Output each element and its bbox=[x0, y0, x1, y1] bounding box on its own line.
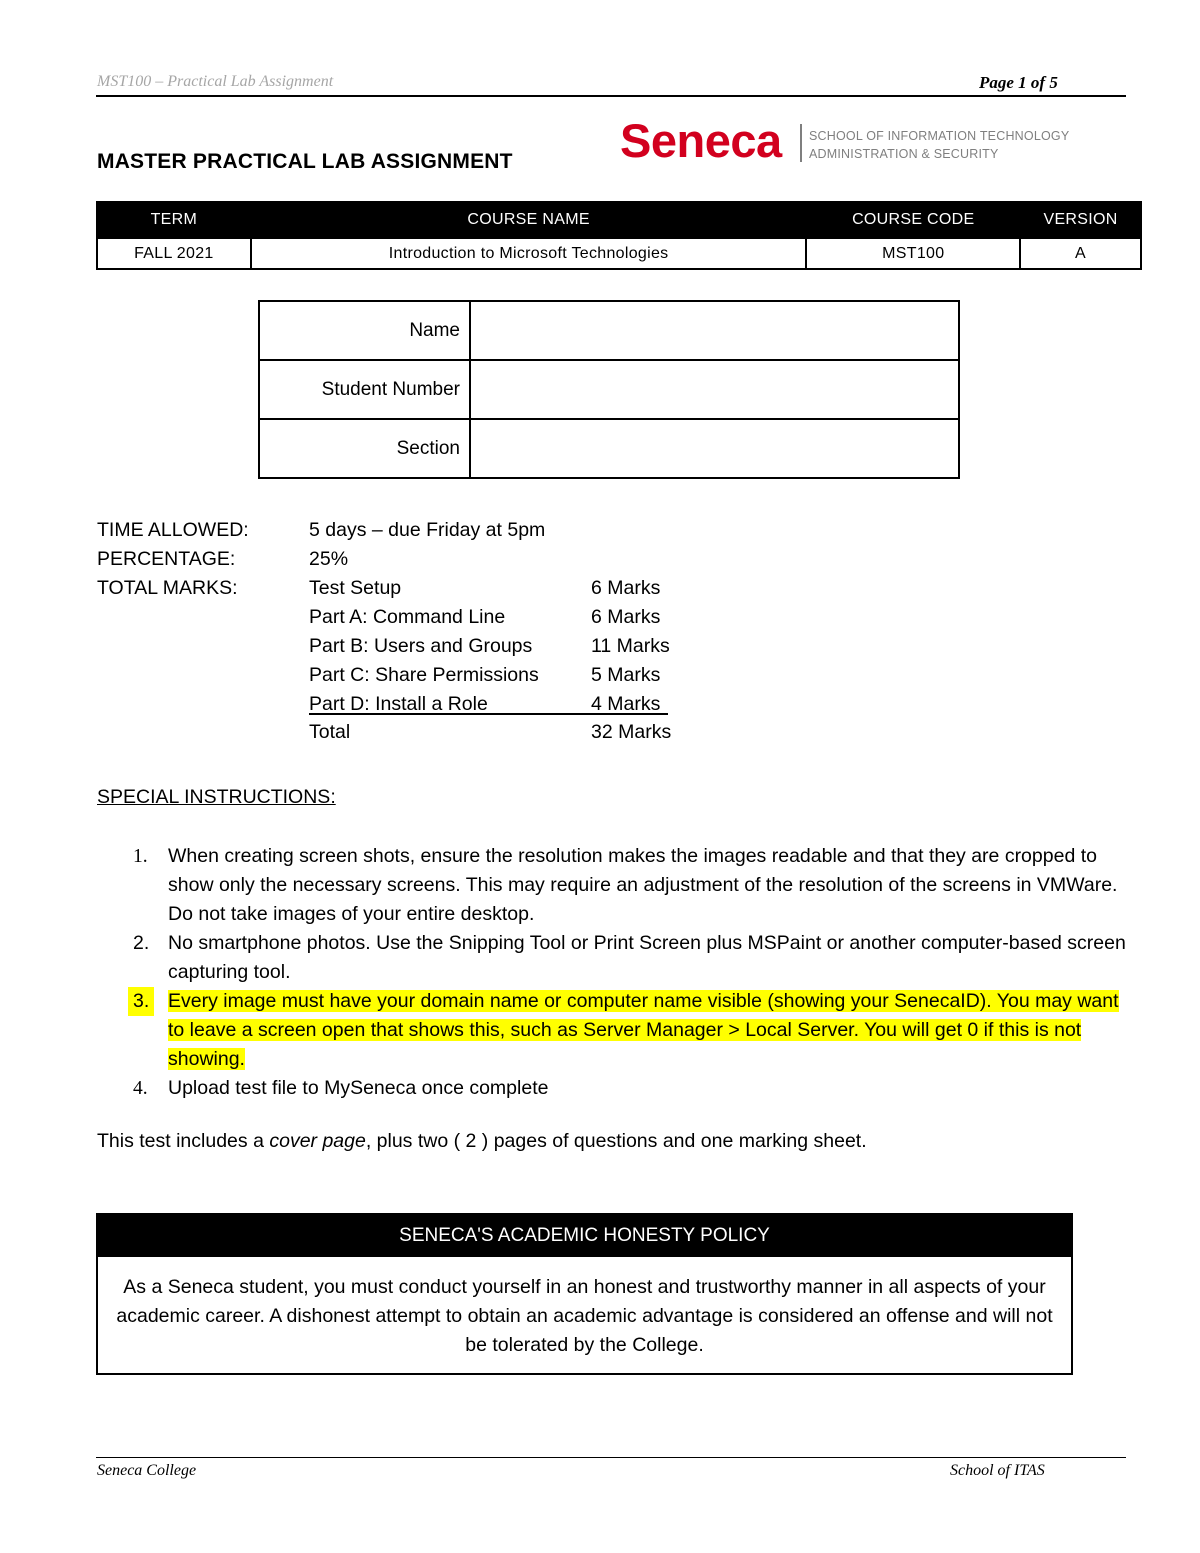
marks-value: 6 Marks bbox=[591, 577, 661, 599]
marks-part: Part C: Share Permissions bbox=[309, 664, 539, 686]
honesty-policy-heading: SENECA'S ACADEMIC HONESTY POLICY bbox=[98, 1215, 1071, 1257]
instruction-text: Upload test file to MySeneca once complete bbox=[168, 1077, 549, 1099]
logo-subtitle bbox=[809, 127, 1069, 163]
honesty-policy-box bbox=[96, 1213, 1073, 1375]
logo-divider bbox=[800, 124, 802, 162]
logo-subtitle-line2: ADMINISTRATION & SECURITY bbox=[809, 147, 999, 161]
special-instructions-list bbox=[97, 842, 1127, 1103]
version-value: A bbox=[1020, 238, 1141, 269]
instruction-text-highlighted: Every image must have your domain name or computer name visible (showing your SenecaID). You may want to leave a screen open that shows this, such as Server Manager > Local Server. You will get 0 if this is not showing. bbox=[168, 990, 1119, 1070]
section-label: Section bbox=[259, 419, 470, 478]
student-row-name bbox=[259, 301, 959, 360]
header-rule bbox=[96, 95, 1126, 97]
student-row-number bbox=[259, 360, 959, 419]
marks-value: 11 Marks bbox=[591, 635, 670, 657]
special-instructions-heading: SPECIAL INSTRUCTIONS: bbox=[97, 786, 336, 808]
marks-value: 5 Marks bbox=[591, 664, 661, 686]
cover-note-after: , plus two ( 2 ) pages of questions and one marking sheet. bbox=[365, 1130, 867, 1152]
seneca-logo: Seneca bbox=[620, 114, 782, 167]
instruction-text: No smartphone photos. Use the Snipping Tool or Print Screen plus MSPaint or another computer-based screen capturing tool. bbox=[168, 932, 1126, 983]
marks-part: Part A: Command Line bbox=[309, 606, 506, 628]
marks-value: 4 Marks bbox=[591, 693, 661, 715]
list-number: 4. bbox=[133, 1078, 148, 1099]
time-allowed-value: 5 days – due Friday at 5pm bbox=[309, 519, 546, 541]
section-field[interactable] bbox=[470, 419, 959, 478]
marks-part: Part B: Users and Groups bbox=[309, 635, 533, 657]
col-version: VERSION bbox=[1020, 202, 1141, 238]
footer-rule bbox=[96, 1457, 1126, 1458]
course-table-header bbox=[97, 202, 1141, 238]
footer-left-text: Seneca College bbox=[97, 1462, 197, 1479]
list-number: 1. bbox=[133, 846, 148, 867]
student-number-label: Student Number bbox=[259, 360, 470, 419]
name-label: Name bbox=[259, 301, 470, 360]
course-table bbox=[96, 201, 1142, 270]
course-table-row bbox=[97, 238, 1141, 269]
marks-total-label: Total bbox=[309, 721, 351, 743]
course-code-value: MST100 bbox=[806, 238, 1020, 269]
marks-value: 6 Marks bbox=[591, 606, 661, 628]
list-number: 3. bbox=[128, 987, 154, 1016]
footer-right-text: School of ITAS bbox=[950, 1462, 1045, 1479]
page-number: Page 1 of 5 bbox=[979, 73, 1058, 92]
instruction-text: When creating screen shots, ensure the resolution makes the images readable and that they are cropped to show only the necessary screens. This may require an adjustment of the resolution of the screens in VMWare. Do not take images of your entire desktop. bbox=[168, 845, 1118, 925]
document-title: MASTER PRACTICAL LAB ASSIGNMENT bbox=[97, 150, 513, 173]
student-row-section bbox=[259, 419, 959, 478]
col-course-name: COURSE NAME bbox=[251, 202, 807, 238]
percentage-label: PERCENTAGE: bbox=[97, 548, 236, 570]
marks-total-rule bbox=[309, 713, 668, 715]
marks-total-value: 32 Marks bbox=[591, 721, 672, 743]
marks-part: Test Setup bbox=[309, 577, 402, 599]
list-item bbox=[97, 1074, 1127, 1103]
col-course-code: COURSE CODE bbox=[806, 202, 1020, 238]
marks-part: Part D: Install a Role bbox=[309, 693, 488, 715]
header-left-text: MST100 – Practical Lab Assignment bbox=[97, 73, 334, 90]
course-name-value: Introduction to Microsoft Technologies bbox=[251, 238, 807, 269]
list-number: 2. bbox=[133, 932, 150, 954]
percentage-value: 25% bbox=[309, 548, 349, 570]
time-allowed-label: TIME ALLOWED: bbox=[97, 519, 249, 541]
list-item-highlighted bbox=[97, 987, 1127, 1074]
student-info-table bbox=[258, 300, 960, 479]
student-number-field[interactable] bbox=[470, 360, 959, 419]
cover-note-before: This test includes a bbox=[97, 1130, 270, 1152]
col-term: TERM bbox=[97, 202, 251, 238]
list-item bbox=[97, 842, 1127, 929]
logo-subtitle-line1: SCHOOL OF INFORMATION TECHNOLOGY bbox=[809, 129, 1070, 143]
term-value: FALL 2021 bbox=[97, 238, 251, 269]
cover-note-italic: cover page bbox=[269, 1130, 366, 1152]
list-item bbox=[97, 929, 1127, 987]
total-marks-label: TOTAL MARKS: bbox=[97, 577, 238, 599]
name-field[interactable] bbox=[470, 301, 959, 360]
honesty-policy-body: As a Seneca student, you must conduct yourself in an honest and trustworthy manner in all aspects of your academic career. A dishonest attempt to obtain an academic advantage is considered an offense and will not be tolerated by the College. bbox=[116, 1276, 1053, 1356]
cover-note bbox=[97, 1130, 867, 1153]
